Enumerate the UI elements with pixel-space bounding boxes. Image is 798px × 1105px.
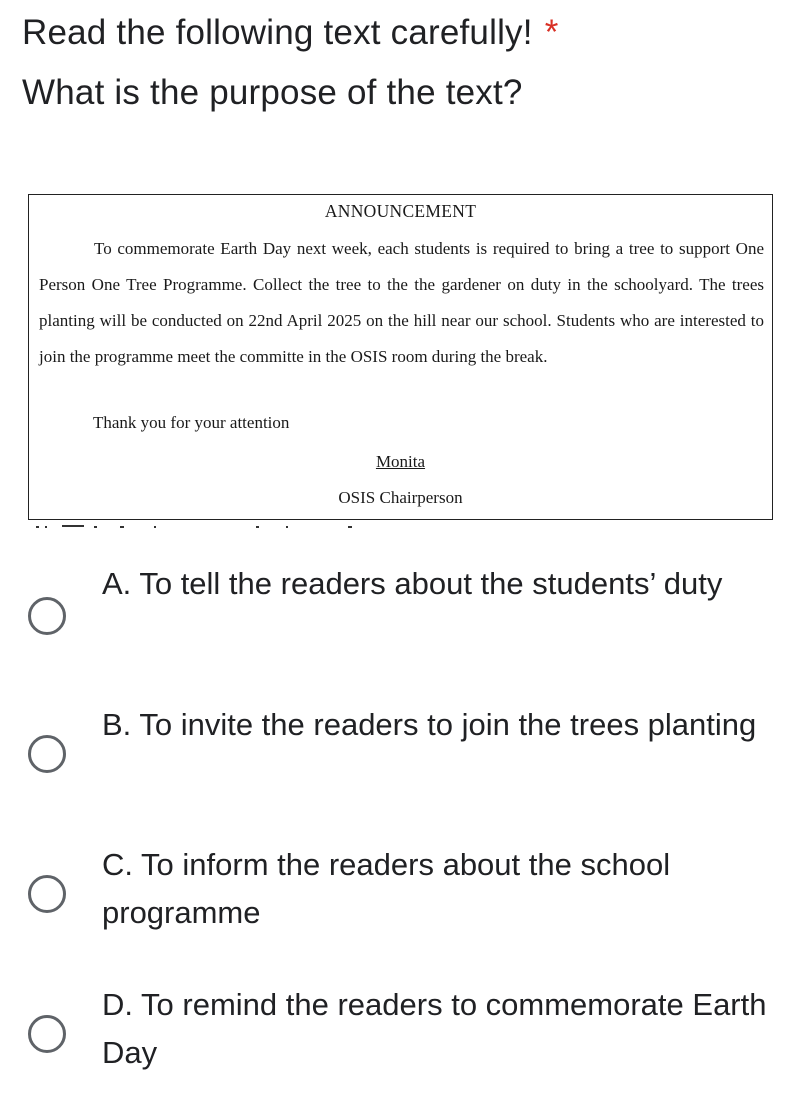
question-instruction-text: Read the following text carefully! [22, 13, 533, 52]
question-instruction [22, 12, 559, 54]
question-title: What is the purpose of the text? [22, 73, 523, 112]
cropped-text-fragment [36, 524, 366, 530]
option-c[interactable] [0, 837, 798, 957]
announcement-signer-role: OSIS Chairperson [338, 488, 463, 507]
announcement-closing: Thank you for your attention [93, 413, 290, 432]
option-b-label[interactable]: B. To invite the readers to join the trees planting [102, 707, 757, 742]
option-a[interactable] [0, 556, 798, 676]
option-b[interactable] [0, 697, 798, 817]
option-d[interactable] [0, 977, 798, 1097]
required-asterisk: * [544, 13, 559, 52]
radio-button-d[interactable] [28, 1015, 66, 1053]
announcement-signer-name: Monita [375, 452, 426, 471]
option-d-label[interactable]: D. To remind the readers to commemorate Earth Day [102, 987, 767, 1070]
radio-button-b[interactable] [28, 735, 66, 773]
option-c-label[interactable]: C. To inform the readers about the school programme [102, 847, 671, 930]
announcement-image [28, 194, 773, 520]
announcement-title: ANNOUNCEMENT [324, 201, 477, 221]
radio-button-c[interactable] [28, 875, 66, 913]
option-a-label[interactable]: A. To tell the readers about the students’ duty [102, 566, 723, 601]
radio-button-a[interactable] [28, 597, 66, 635]
announcement-body: To commemorate Earth Day next week, each students is required to bring a tree to support One Person One Tree Programme. Collect the tree to the the gardener on duty in the schoolyard. The trees planting will be conducted on 22nd April 2025 on the hill near our school. Students who are interested to join the programme meet the committe in the OSIS room during the break. [39, 239, 764, 366]
